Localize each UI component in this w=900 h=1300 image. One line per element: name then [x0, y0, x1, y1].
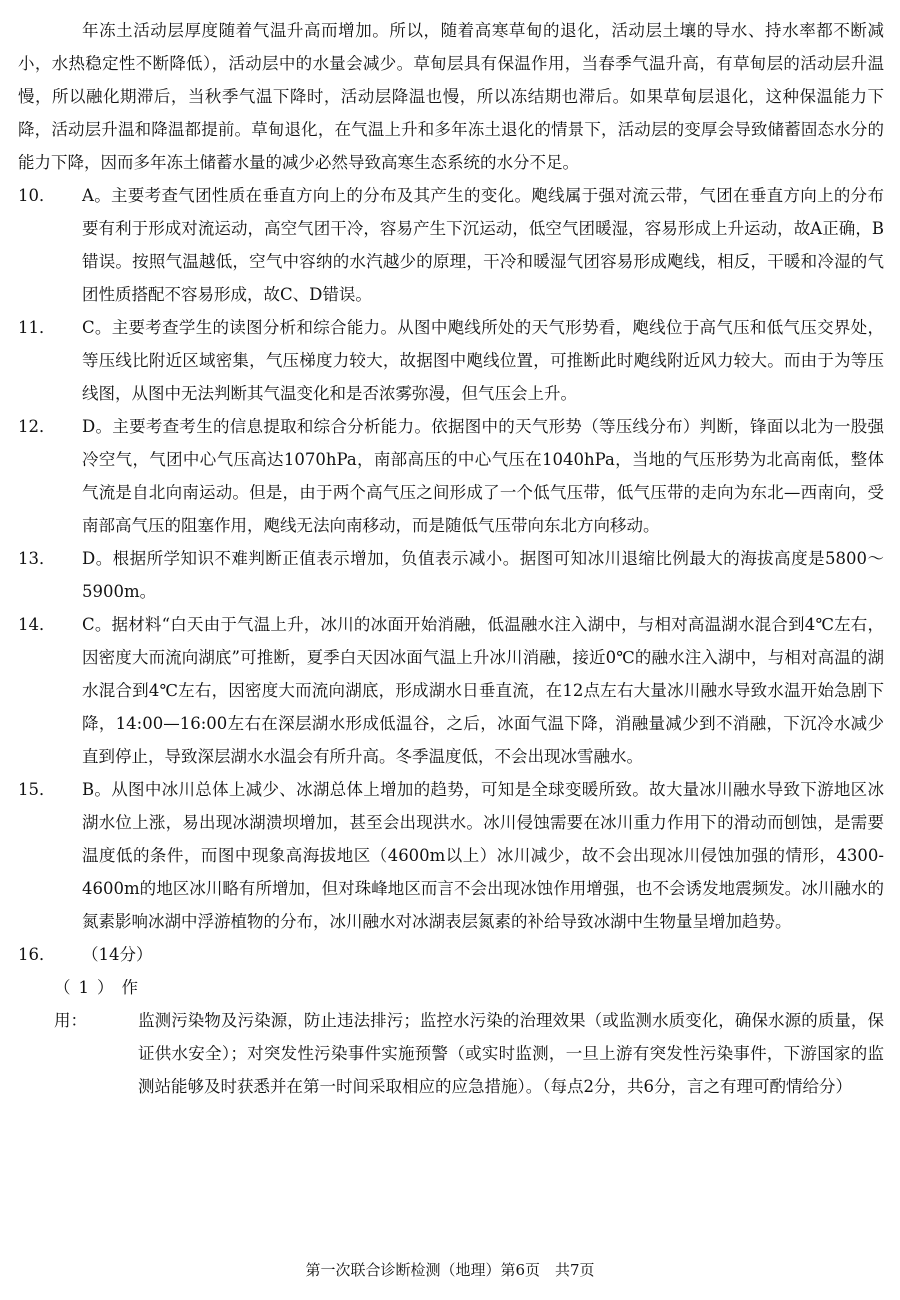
question-14 [18, 608, 884, 773]
question-score: （14分） [82, 945, 153, 964]
question-answer: D。根据所学知识不难判断正值表示增加，负值表示减小。据图可知冰川退缩比例最大的海拔高度是5800～5900m。 [82, 549, 884, 601]
question-answer: D。主要考查考生的信息提取和综合分析能力。依据图中的天气形势（等压线分布）判断，锋面以北为一股强冷空气，气团中心气压高达1070hPa，南部高压的中心气压在1040hPa，当地的气压形势为北高南低，整体气流是自北向南运动。但是，由于两个高气压之间形成了一个低气压带，低气压带的走向为东北—西南向，受南部高气压的阻塞作用，飑线无法向南移动，而是随低气压带向东北方向移动。 [82, 417, 884, 535]
continuation-paragraph: 年冻土活动层厚度随着气温升高而增加。所以，随着高寒草甸的退化，活动层土壤的导水、持水率都不断减小，水热稳定性不断降低），活动层中的水量会减少。草甸层具有保温作用，当春季气温升高，有草甸层的活动层升温慢，所以融化期滞后，当秋季气温下降时，活动层降温也慢，所以冻结期也滞后。如果草甸层退化，这种保温能力下降，活动层升温和降温都提前。草甸退化，在气温上升和多年冻土退化的情景下，活动层的变厚会导致储蓄固态水分的能力下降，因而多年冻土储蓄水量的减少必然导致高寒生态系统的水分不足。 [18, 21, 884, 172]
question-12 [18, 410, 884, 542]
question-10 [18, 179, 884, 311]
question-16 [18, 938, 884, 971]
question-number: 15． [18, 780, 56, 799]
question-15 [18, 773, 884, 938]
question-13 [18, 542, 884, 608]
sub-answer-text: 监测污染物及污染源，防止违法排污；监控水污染的治理效果（或监测水质变化，确保水源的质量，保证供水安全）；对突发性污染事件实施预警（或实时监测，一旦上游有突发性污染事件，下游国家的监测站能够及时获悉并在第一时间采取相应的应急措施）。（每点2分，共6分，言之有理可酌情给分） [138, 1011, 884, 1096]
page-footer: 第一次联合诊断检测（地理）第6页 共7页 [305, 1261, 595, 1279]
question-answer: A。主要考查气团性质在垂直方向上的分布及其产生的变化。飑线属于强对流云带，气团在垂直方向上的分布要有利于形成对流运动，高空气团干冷，容易产生下沉运动，低空气团暖湿，容易形成上升运动，故A正确，B错误。按照气温越低，空气中容纳的水汽越少的原理，干冷和暖湿气团容易形成飑线，相反，干暖和冷湿的气团性质搭配不容易形成，故C、D错误。 [82, 186, 884, 304]
question-answer: C。主要考查学生的读图分析和综合能力。从图中飑线所处的天气形势看，飑线位于高气压和低气压交界处，等压线比附近区域密集，气压梯度力较大，故据图中飑线位置，可推断此时飑线附近风力较大。而由于为等压线图，从图中无法判断其气温变化和是否浓雾弥漫，但气压会上升。 [82, 318, 884, 403]
question-answer: B。从图中冰川总体上减少、冰湖总体上增加的趋势，可知是全球变暖所致。故大量冰川融水导致下游地区冰湖水位上涨，易出现冰湖溃坝增加，甚至会出现洪水。冰川侵蚀需要在冰川重力作用下的滑动而刨蚀，是需要温度低的条件，而图中现象高海拔地区（4600m以上）冰川减少，故不会出现冰川侵蚀加强的情形，4300-4600m的地区冰川略有所增加，但对珠峰地区而言不会出现冰蚀作用增强，也不会诱发地震频发。冰川融水的氮素影响冰湖中浮游植物的分布，冰川融水对冰湖表层氮素的补给导致冰湖中生物量呈增加趋势。 [82, 780, 884, 931]
question-number: 13． [18, 549, 56, 568]
sub-answer-1 [18, 971, 884, 1103]
question-number: 12． [18, 417, 56, 436]
question-number: 14． [18, 615, 56, 634]
question-11 [18, 311, 884, 410]
question-number: 10． [18, 186, 56, 205]
question-number: 16． [18, 945, 56, 964]
sub-answer-label: （1）作用： [54, 978, 138, 1030]
answer-content [18, 14, 884, 1103]
question-number: 11． [18, 318, 56, 337]
question-answer: C。据材料“白天由于气温上升，冰川的冰面开始消融，低温融水注入湖中，与相对高温湖水混合到4℃左右，因密度大而流向湖底”可推断，夏季白天因冰面气温上升冰川消融，接近0℃的融水注入湖中，与相对高温的湖水混合到4℃左右，因密度大而流向湖底，形成湖水日垂直流，在12点左右大量冰川融水导致水温开始急剧下降，14:00—16:00左右在深层湖水形成低温谷，之后，冰面气温下降，消融量减少到不消融，下沉冷水减少直到停止，导致深层湖水水温会有所升高。冬季温度低，不会出现冰雪融水。 [82, 615, 884, 766]
